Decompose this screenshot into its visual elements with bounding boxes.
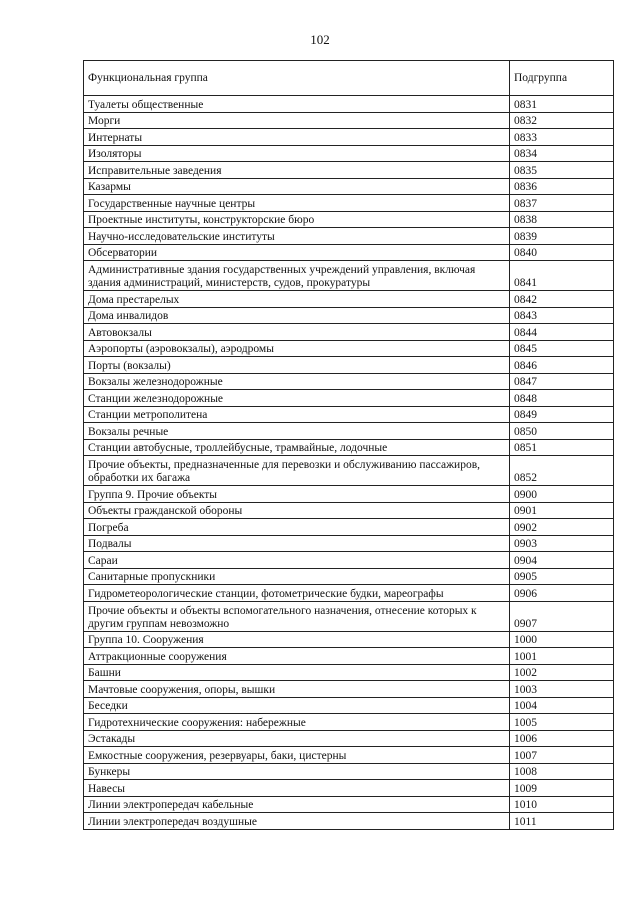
subgroup-code-cell: 0849 <box>510 406 614 423</box>
subgroup-code-cell: 0844 <box>510 324 614 341</box>
subgroup-code-cell: 0903 <box>510 535 614 552</box>
subgroup-code-cell: 0845 <box>510 340 614 357</box>
table-row <box>84 211 614 228</box>
subgroup-code-cell: 0901 <box>510 502 614 519</box>
table-row <box>84 648 614 665</box>
table-row <box>84 730 614 747</box>
group-name-cell: Подвалы <box>84 535 510 552</box>
subgroup-code-cell: 0837 <box>510 195 614 212</box>
subgroup-code-cell: 0906 <box>510 585 614 602</box>
group-name-cell: Изоляторы <box>84 145 510 162</box>
group-name-cell: Обсерватории <box>84 244 510 261</box>
subgroup-code-cell: 1004 <box>510 697 614 714</box>
table-row <box>84 486 614 503</box>
subgroup-code-cell: 1003 <box>510 681 614 698</box>
subgroup-code-cell: 0851 <box>510 439 614 456</box>
group-name-cell: Туалеты общественные <box>84 96 510 113</box>
table-row <box>84 340 614 357</box>
table-row <box>84 178 614 195</box>
group-name-cell: Порты (вокзалы) <box>84 357 510 374</box>
subgroup-code-cell: 1005 <box>510 714 614 731</box>
group-name-cell: Станции автобусные, троллейбусные, трамвайные, лодочные <box>84 439 510 456</box>
group-name-cell: Сараи <box>84 552 510 569</box>
table-row <box>84 291 614 308</box>
subgroup-code-cell: 1006 <box>510 730 614 747</box>
group-name-cell: Государственные научные центры <box>84 195 510 212</box>
subgroup-code-cell: 0904 <box>510 552 614 569</box>
group-name-cell: Казармы <box>84 178 510 195</box>
group-name-cell: Мачтовые сооружения, опоры, вышки <box>84 681 510 698</box>
group-name-cell: Станции железнодорожные <box>84 390 510 407</box>
subgroup-code-cell: 0831 <box>510 96 614 113</box>
table-row <box>84 780 614 797</box>
group-name-cell: Группа 9. Прочие объекты <box>84 486 510 503</box>
table-body <box>84 96 614 830</box>
group-name-cell: Линии электропередач воздушные <box>84 813 510 830</box>
table-row <box>84 357 614 374</box>
table-row <box>84 535 614 552</box>
table-row <box>84 502 614 519</box>
group-name-cell: Аттракционные сооружения <box>84 648 510 665</box>
group-name-cell: Навесы <box>84 780 510 797</box>
subgroup-code-cell: 1001 <box>510 648 614 665</box>
table-row <box>84 96 614 113</box>
table-row <box>84 228 614 245</box>
table-row <box>84 681 614 698</box>
group-name-cell: Интернаты <box>84 129 510 146</box>
table-row <box>84 307 614 324</box>
subgroup-code-cell: 1009 <box>510 780 614 797</box>
table-row <box>84 456 614 486</box>
column-header-subgroup: Подгруппа <box>510 61 614 96</box>
subgroup-code-cell: 0840 <box>510 244 614 261</box>
subgroup-code-cell: 1007 <box>510 747 614 764</box>
group-name-cell: Прочие объекты и объекты вспомогательного назначения, отнесение которых к другим группам невозможно <box>84 601 510 631</box>
table-row <box>84 552 614 569</box>
group-name-cell: Емкостные сооружения, резервуары, баки, цистерны <box>84 747 510 764</box>
group-name-cell: Гидрометеорологические станции, фотометрические будки, мареографы <box>84 585 510 602</box>
subgroup-code-cell: 0833 <box>510 129 614 146</box>
subgroup-code-cell: 1011 <box>510 813 614 830</box>
table-row <box>84 195 614 212</box>
table-row <box>84 162 614 179</box>
table-row <box>84 112 614 129</box>
table-row <box>84 585 614 602</box>
group-name-cell: Морги <box>84 112 510 129</box>
subgroup-code-cell: 1000 <box>510 631 614 648</box>
subgroup-code-cell: 0900 <box>510 486 614 503</box>
subgroup-code-cell: 0841 <box>510 261 614 291</box>
subgroup-code-cell: 0852 <box>510 456 614 486</box>
subgroup-code-cell: 0905 <box>510 568 614 585</box>
subgroup-code-cell: 1002 <box>510 664 614 681</box>
page-number: 102 <box>310 32 330 47</box>
subgroup-code-cell: 0843 <box>510 307 614 324</box>
group-name-cell: Дома престарелых <box>84 291 510 308</box>
group-name-cell: Аэропорты (аэровокзалы), аэродромы <box>84 340 510 357</box>
table-row <box>84 390 614 407</box>
subgroup-code-cell: 0839 <box>510 228 614 245</box>
subgroup-code-cell: 1010 <box>510 796 614 813</box>
group-name-cell: Линии электропередач кабельные <box>84 796 510 813</box>
group-name-cell: Гидротехнические сооружения: набережные <box>84 714 510 731</box>
table-row <box>84 664 614 681</box>
classification-table <box>83 60 614 830</box>
subgroup-code-cell: 0907 <box>510 601 614 631</box>
group-name-cell: Проектные институты, конструкторские бюро <box>84 211 510 228</box>
table-row <box>84 439 614 456</box>
subgroup-code-cell: 0842 <box>510 291 614 308</box>
table-row <box>84 747 614 764</box>
table-row <box>84 324 614 341</box>
group-name-cell: Вокзалы железнодорожные <box>84 373 510 390</box>
table-row <box>84 261 614 291</box>
group-name-cell: Беседки <box>84 697 510 714</box>
group-name-cell: Погреба <box>84 519 510 536</box>
group-name-cell: Дома инвалидов <box>84 307 510 324</box>
table-row <box>84 406 614 423</box>
group-name-cell: Санитарные пропускники <box>84 568 510 585</box>
subgroup-code-cell: 1008 <box>510 763 614 780</box>
group-name-cell: Эстакады <box>84 730 510 747</box>
table-row <box>84 813 614 830</box>
group-name-cell: Вокзалы речные <box>84 423 510 440</box>
subgroup-code-cell: 0850 <box>510 423 614 440</box>
table-row <box>84 763 614 780</box>
subgroup-code-cell: 0846 <box>510 357 614 374</box>
table-row <box>84 714 614 731</box>
group-name-cell: Станции метрополитена <box>84 406 510 423</box>
table-row <box>84 519 614 536</box>
group-name-cell: Исправительные заведения <box>84 162 510 179</box>
table-row <box>84 796 614 813</box>
group-name-cell: Административные здания государственных учреждений управления, включая здания администраций, министерств, судов, прокуратуры <box>84 261 510 291</box>
subgroup-code-cell: 0835 <box>510 162 614 179</box>
table-row <box>84 145 614 162</box>
column-header-group: Функциональная группа <box>84 61 510 96</box>
group-name-cell: Автовокзалы <box>84 324 510 341</box>
table-row <box>84 244 614 261</box>
table-row <box>84 697 614 714</box>
group-name-cell: Прочие объекты, предназначенные для перевозки и обслуживанию пассажиров, обработки их багажа <box>84 456 510 486</box>
table-row <box>84 631 614 648</box>
subgroup-code-cell: 0848 <box>510 390 614 407</box>
subgroup-code-cell: 0836 <box>510 178 614 195</box>
group-name-cell: Башни <box>84 664 510 681</box>
subgroup-code-cell: 0902 <box>510 519 614 536</box>
group-name-cell: Объекты гражданской обороны <box>84 502 510 519</box>
table-row <box>84 568 614 585</box>
group-name-cell: Научно-исследовательские институты <box>84 228 510 245</box>
subgroup-code-cell: 0847 <box>510 373 614 390</box>
group-name-cell: Группа 10. Сооружения <box>84 631 510 648</box>
table-row <box>84 601 614 631</box>
subgroup-code-cell: 0832 <box>510 112 614 129</box>
table-row <box>84 129 614 146</box>
subgroup-code-cell: 0834 <box>510 145 614 162</box>
group-name-cell: Бункеры <box>84 763 510 780</box>
table-header-row <box>84 61 614 96</box>
table-row <box>84 423 614 440</box>
table-row <box>84 373 614 390</box>
subgroup-code-cell: 0838 <box>510 211 614 228</box>
